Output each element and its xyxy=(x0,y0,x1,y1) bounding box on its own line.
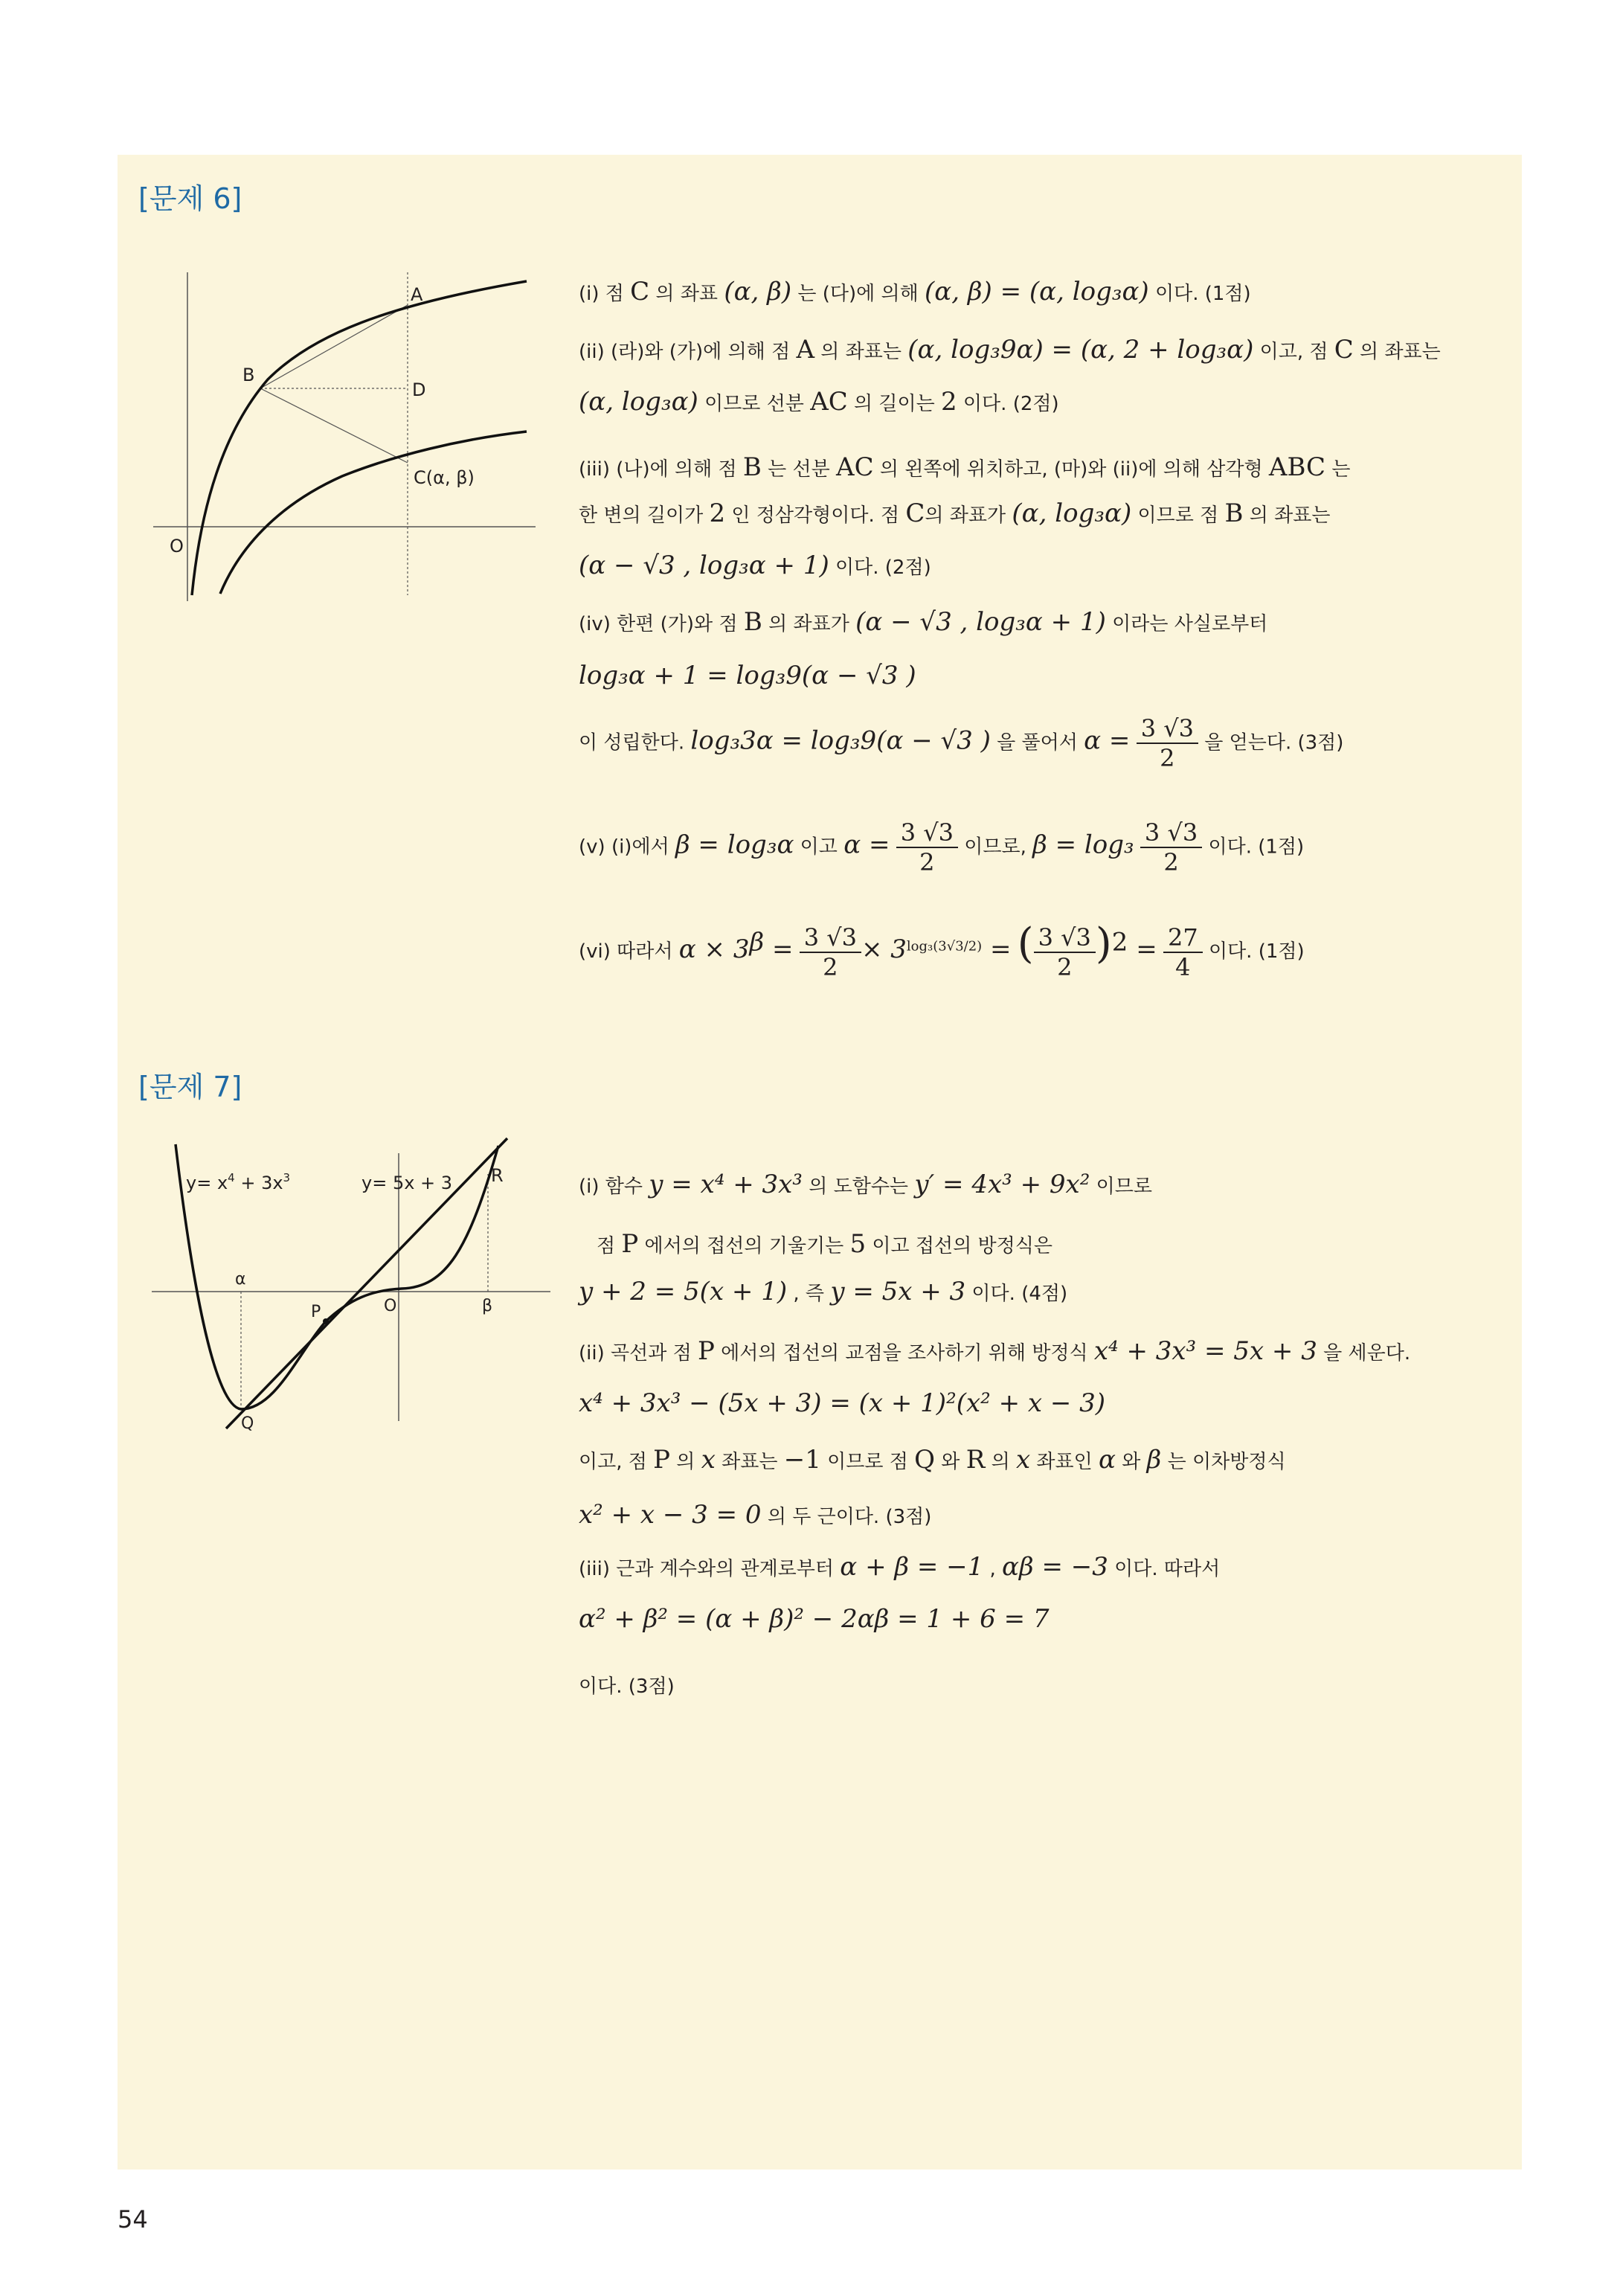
p6-line-6: (α − √3 , log₃α + 1) 이다. (2점) xyxy=(579,551,931,580)
curve-log3-x xyxy=(220,432,527,594)
p7-line-9: α² + β² = (α + β)² − 2αβ = 1 + 6 = 7 xyxy=(579,1604,1050,1634)
problem-7-graph xyxy=(149,1131,565,1458)
p7-line-6: 이고, 점 P 의 x 좌표는 −1 이므로 점 Q 와 R 의 x 좌표인 α 와 β 는 이차방정식 xyxy=(579,1445,1286,1475)
page-number: 54 xyxy=(118,2205,148,2234)
p7-line-8: (iii) 근과 계수와의 관계로부터 α + β = −1 , αβ = −3 이다. 따라서 xyxy=(579,1552,1221,1582)
fraction: $\frac{3 √3}{2}$ xyxy=(1137,714,1198,772)
label-origin: O xyxy=(170,536,184,557)
label-r: R xyxy=(491,1165,504,1186)
label-q: Q xyxy=(241,1414,254,1433)
label-p: P xyxy=(311,1303,321,1321)
p7-line-1: (i) 함수 y = x⁴ + 3x³ 의 도함수는 y′ = 4x³ + 9x² 이므로 xyxy=(579,1170,1152,1199)
p7-line-5: x⁴ + 3x³ − (5x + 3) = (x + 1)²(x² + x − 3) xyxy=(579,1388,1106,1418)
label-d: D xyxy=(412,379,426,400)
label-alpha: α xyxy=(235,1270,246,1289)
label-a: A xyxy=(411,284,423,305)
p6-line-10: (v) (i)에서 β = log₃α 이고 α = $\frac{3 √3}{2}$ 이므로, β = log₃ $\frac{3 √3}{2}$ 이다. (1점) xyxy=(579,818,1305,876)
p6-line-2: (ii) (라)와 (가)에 의해 점 A 의 좌표는 (α, log₃9α) = (α, 2 + log₃α) 이고, 점 C 의 좌표는 xyxy=(579,335,1441,365)
p7-line-7: x² + x − 3 = 0 의 두 근이다. (3점) xyxy=(579,1500,932,1530)
label-curve: $y= x^4 + 3x^3$ xyxy=(186,1171,291,1193)
label-origin: O xyxy=(384,1297,397,1315)
fraction: $\frac{27}{4}$ xyxy=(1163,923,1203,981)
problem-6-heading: [문제 6] xyxy=(138,182,242,215)
label-c: C(α, β) xyxy=(414,467,475,488)
point-p xyxy=(323,1318,329,1324)
p6-line-4: (iii) (나)에 의해 점 B 는 선분 AC 의 왼쪽에 위치하고, (마)와 (ii)에 의해 삼각형 ABC 는 xyxy=(579,452,1351,482)
left-paren: ( xyxy=(1017,920,1034,968)
p6-line-8: log₃α + 1 = log₃9(α − √3 ) xyxy=(579,661,916,690)
p7-line-2: 점 P 에서의 접선의 기울기는 5 이고 접선의 방정식은 xyxy=(597,1229,1052,1259)
p7-line-4: (ii) 곡선과 점 P 에서의 접선의 교점을 조사하기 위해 방정식 x⁴ + 3x³ = 5x + 3 을 세운다. xyxy=(579,1336,1411,1366)
segment-bc xyxy=(260,388,408,463)
fraction: $\frac{3 √3}{2}$ xyxy=(896,818,958,876)
label-beta: β xyxy=(482,1297,493,1315)
p6-line-9: 이 성립한다. log₃3α = log₃9(α − √3 ) 을 풀어서 α = $\frac{3 √3}{2}$ 을 얻는다. (3점) xyxy=(579,714,1344,772)
p6-line-5: 한 변의 길이가 2 인 정삼각형이다. 점 C의 좌표가 (α, log₃α) 이므로 점 B 의 좌표는 xyxy=(579,498,1331,528)
p6-line-7: (iv) 한편 (가)와 점 B 의 좌표가 (α − √3 , log₃α + 1) 이라는 사실로부터 xyxy=(579,607,1268,637)
label-line: y= 5x + 3 xyxy=(361,1173,453,1193)
p7-line-3: y + 2 = 5(x + 1) , 즉 y = 5x + 3 이다. (4점) xyxy=(579,1277,1068,1306)
p6-line-11: (vi) 따라서 $\alpha \times 3^\beta$ = $\frac{3 √3}{2}$ × $3^{log_3(3√3/2)}$ = ( $\frac{3 √3}{2}$ )$^2$ = $\frac{27}{4}$ 이다. (1점) xyxy=(579,920,1305,981)
fraction: $\frac{3 √3}{2}$ xyxy=(1140,818,1202,876)
p6-line-3: (α, log₃α) 이므로 선분 AC 의 길이는 2 이다. (2점) xyxy=(579,387,1059,417)
segment-ba xyxy=(260,305,408,388)
problem-6-graph xyxy=(149,268,550,610)
p7-line-10: 이다. (3점) xyxy=(579,1675,675,1698)
label-b: B xyxy=(242,365,255,385)
fraction: $\frac{3 √3}{2}$ xyxy=(800,923,861,981)
problem-7-heading: [문제 7] xyxy=(138,1071,242,1103)
p6-line-1: (i) 점 C 의 좌표 (α, β) 는 (다)에 의해 (α, β) = (α, log₃α) 이다. (1점) xyxy=(579,277,1251,307)
right-paren: ) xyxy=(1095,920,1112,968)
fraction: $\frac{3 √3}{2}$ xyxy=(1034,923,1096,981)
